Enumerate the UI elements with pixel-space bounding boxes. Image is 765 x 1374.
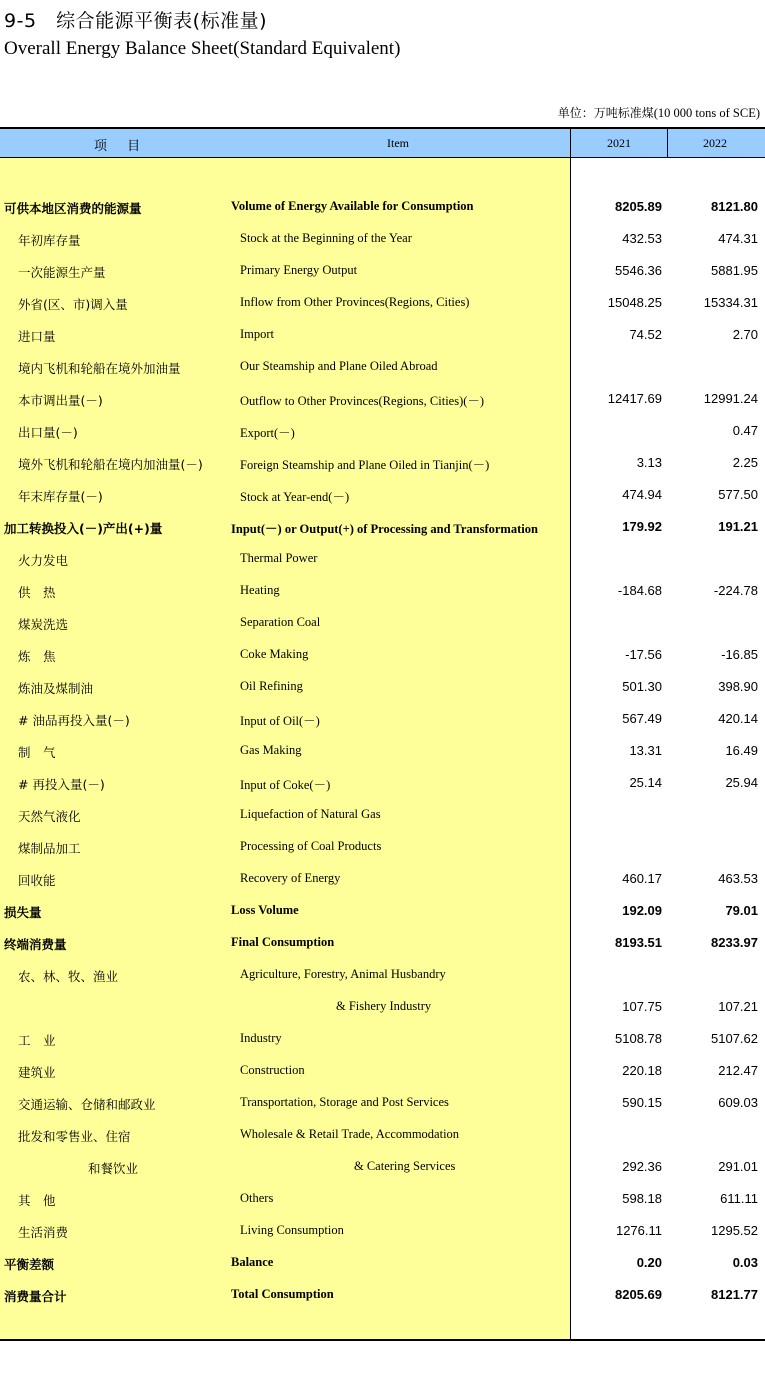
row-label-en: & Catering Services [354,1159,456,1173]
row-label-cn: 炼 焦 [18,649,56,664]
value-2021: 15048.25 [607,295,662,310]
row-label-en: Volume of Energy Available for Consumption [231,199,474,213]
table-row [0,287,765,319]
energy-balance-table [0,127,765,1341]
row-label-en: Stock at the Beginning of the Year [240,231,412,245]
value-2022: 8233.97 [711,935,758,950]
row-label-en: Agriculture, Forestry, Animal Husbandry [240,967,446,981]
row-label-en: Inflow from Other Provinces(Regions, Cities) [240,295,470,309]
row-label-en: & Fishery Industry [336,999,432,1013]
header-year-2022: 2022 [703,136,727,150]
row-label-en: Input(－) or Output(+) of Processing and Transformation [231,522,538,536]
value-2021: 1276.11 [615,1223,662,1238]
row-label-en: Outflow to Other Provinces(Regions, Cities)(－) [240,394,485,408]
row-label-en: Stock at Year-end(－) [240,490,350,504]
table-row [0,1247,765,1279]
table-row [0,255,765,287]
value-2022: 291.01 [718,1159,758,1174]
row-label-en: Others [240,1191,274,1205]
value-2022: 15334.31 [703,295,758,310]
value-2022: 474.31 [718,231,758,246]
row-label-cn: 火力发电 [18,553,69,568]
value-2021: 5546.36 [615,263,662,278]
row-label-en: Our Steamship and Plane Oiled Abroad [240,359,438,373]
row-label-cn: 终端消费量 [4,937,67,952]
row-label-en: Heating [240,583,280,597]
row-label-cn: 批发和零售业、住宿 [18,1129,131,1144]
value-2021: 25.14 [629,775,662,790]
row-label-en: Loss Volume [231,903,299,917]
unit-label [558,104,760,121]
row-label-en: Final Consumption [231,935,335,949]
value-2021: 5108.78 [615,1031,662,1046]
row-label-en: Living Consumption [240,1223,344,1237]
value-2022: 107.21 [718,999,758,1014]
value-2022: 5107.62 [711,1031,758,1046]
row-label-en: Input of Oil(－) [240,714,320,728]
table-row [0,1279,765,1311]
table-row [0,735,765,767]
row-label-cn: 炼油及煤制油 [18,681,94,696]
page-title-en: Overall Energy Balance Sheet(Standard Equivalent) [4,38,401,59]
value-2022: 420.14 [718,711,758,726]
row-label-cn: 煤炭洗选 [18,617,69,632]
table-row [0,191,765,223]
value-2021: -17.56 [625,647,662,662]
row-label-cn: 可供本地区消费的能源量 [4,201,142,216]
table-bottom-rule [0,1339,765,1341]
value-2021: 74.52 [629,327,662,342]
row-label-cn: 加工转换投入(－)产出(+)量 [4,521,163,536]
row-label-cn: 交通运输、仓储和邮政业 [18,1097,156,1112]
table-number: 9-5 [4,10,37,32]
table-row [0,511,765,543]
value-2022: 398.90 [718,679,758,694]
value-2021: 474.94 [622,487,662,502]
row-label-cn: 农、林、牧、渔业 [18,969,119,984]
row-label-cn: 境外飞机和轮船在境内加油量(－) [18,457,203,472]
row-label-cn: 建筑业 [18,1065,56,1080]
row-label-en: Transportation, Storage and Post Services [240,1095,449,1109]
value-2021: 192.09 [622,903,662,918]
table-row [0,415,765,447]
value-2022: 191.21 [718,519,758,534]
row-label-cn: 出口量(－) [18,425,78,440]
header-item-cn: 项 目 [94,139,149,154]
value-2021: 12417.69 [607,391,662,406]
value-2021: 590.15 [622,1095,662,1110]
page-title-cn [4,6,267,33]
table-row [0,863,765,895]
value-2021: 501.30 [622,679,662,694]
row-label-en: Thermal Power [240,551,318,565]
value-2021: -184.68 [617,583,662,598]
row-label-cn: 天然气液化 [18,809,81,824]
table-row [0,959,765,991]
table-row [0,543,765,575]
value-2021: 179.92 [622,519,662,534]
row-label-cn: # 再投入量(－) [18,777,105,792]
value-2021: 460.17 [622,871,662,886]
value-2022: -224.78 [713,583,758,598]
row-label-en: Import [240,327,275,341]
row-label-en: Total Consumption [231,1287,334,1301]
value-2022: 5881.95 [711,263,758,278]
table-row [0,895,765,927]
table-body [0,191,765,1311]
row-label-cn: 本市调出量(－) [18,393,103,408]
table-row [0,671,765,703]
value-2021: 8193.51 [615,935,662,950]
row-label-cn: 年末库存量(－) [18,489,103,504]
row-label-cn: 制 气 [18,745,56,760]
row-label-cn: 煤制品加工 [18,841,81,856]
value-2022: 0.47 [732,423,758,438]
row-label-cn: 消费量合计 [4,1289,67,1304]
row-label-cn: 损失量 [4,905,42,920]
value-2022: 2.70 [732,327,758,342]
row-label-cn: 供 热 [18,585,56,600]
value-2021: 220.18 [622,1063,662,1078]
row-label-cn: 一次能源生产量 [18,265,106,280]
table-row [0,1151,765,1183]
value-2022: 1295.52 [711,1223,758,1238]
table-row [0,991,765,1023]
table-row [0,703,765,735]
row-label-en: Export(－) [240,426,295,440]
unit-en: (10 000 tons of SCE) [653,106,760,120]
table-row [0,1119,765,1151]
value-2022: 0.03 [732,1255,758,1270]
value-2022: 8121.77 [711,1287,758,1302]
header-separator [667,129,668,157]
header-item-en: Item [387,136,409,150]
value-2022: 609.03 [718,1095,758,1110]
row-label-en: Separation Coal [240,615,321,629]
table-row [0,927,765,959]
row-label-en: Foreign Steamship and Plane Oiled in Tianjin(－) [240,458,490,472]
table-row [0,1023,765,1055]
row-label-en: Construction [240,1063,305,1077]
row-label-cn: 其 他 [18,1193,56,1208]
value-2021: 8205.69 [615,1287,662,1302]
row-label-en: Coke Making [240,647,309,661]
value-2021: 598.18 [622,1191,662,1206]
row-label-cn: 和餐饮业 [88,1161,139,1176]
row-label-cn: 工 业 [18,1033,56,1048]
table-row [0,351,765,383]
value-2021: 107.75 [622,999,662,1014]
row-label-cn: 外省(区、市)调入量 [18,297,128,312]
table-header [0,129,765,158]
value-2022: 25.94 [725,775,758,790]
value-2021: 432.53 [622,231,662,246]
row-label-en: Processing of Coal Products [240,839,382,853]
value-2022: 212.47 [718,1063,758,1078]
table-row [0,383,765,415]
value-2021: 0.20 [636,1255,662,1270]
value-2021: 8205.89 [615,199,662,214]
value-2021: 3.13 [636,455,662,470]
value-2021: 567.49 [622,711,662,726]
row-label-cn: 年初库存量 [18,233,81,248]
value-2022: 2.25 [732,455,758,470]
value-2022: 12991.24 [703,391,758,406]
table-row [0,799,765,831]
row-label-en: Recovery of Energy [240,871,341,885]
table-row [0,319,765,351]
row-label-cn: 平衡差额 [4,1257,55,1272]
row-label-cn: 回收能 [18,873,56,888]
table-row [0,639,765,671]
value-2022: 8121.80 [711,199,758,214]
value-2022: 79.01 [725,903,758,918]
row-label-en: Oil Refining [240,679,303,693]
table-row [0,1087,765,1119]
table-row [0,1215,765,1247]
row-label-en: Liquefaction of Natural Gas [240,807,381,821]
value-2021: 13.31 [629,743,662,758]
header-year-2021: 2021 [607,136,631,150]
row-label-cn: # 油品再投入量(－) [18,713,130,728]
row-label-cn: 进口量 [18,329,56,344]
row-label-en: Wholesale & Retail Trade, Accommodation [240,1127,460,1141]
row-label-en: Industry [240,1031,282,1045]
unit-cn: 单位：万吨标准煤 [557,106,654,120]
row-label-cn: 生活消费 [18,1225,69,1240]
table-row [0,1183,765,1215]
title-cn-text: 综合能源平衡表(标准量) [56,10,267,32]
table-row [0,447,765,479]
value-2022: 611.11 [720,1191,758,1206]
value-2022: 16.49 [725,743,758,758]
row-label-en: Primary Energy Output [240,263,358,277]
row-label-cn: 境内飞机和轮船在境外加油量 [18,361,181,376]
value-2022: -16.85 [721,647,758,662]
table-row [0,767,765,799]
table-row [0,575,765,607]
table-row [0,607,765,639]
row-label-en: Balance [231,1255,274,1269]
table-row [0,223,765,255]
value-2021: 292.36 [622,1159,662,1174]
row-label-en: Input of Coke(－) [240,778,331,792]
row-label-en: Gas Making [240,743,302,757]
value-2022: 577.50 [718,487,758,502]
value-2022: 463.53 [718,871,758,886]
table-row [0,1055,765,1087]
table-row [0,831,765,863]
table-row [0,479,765,511]
